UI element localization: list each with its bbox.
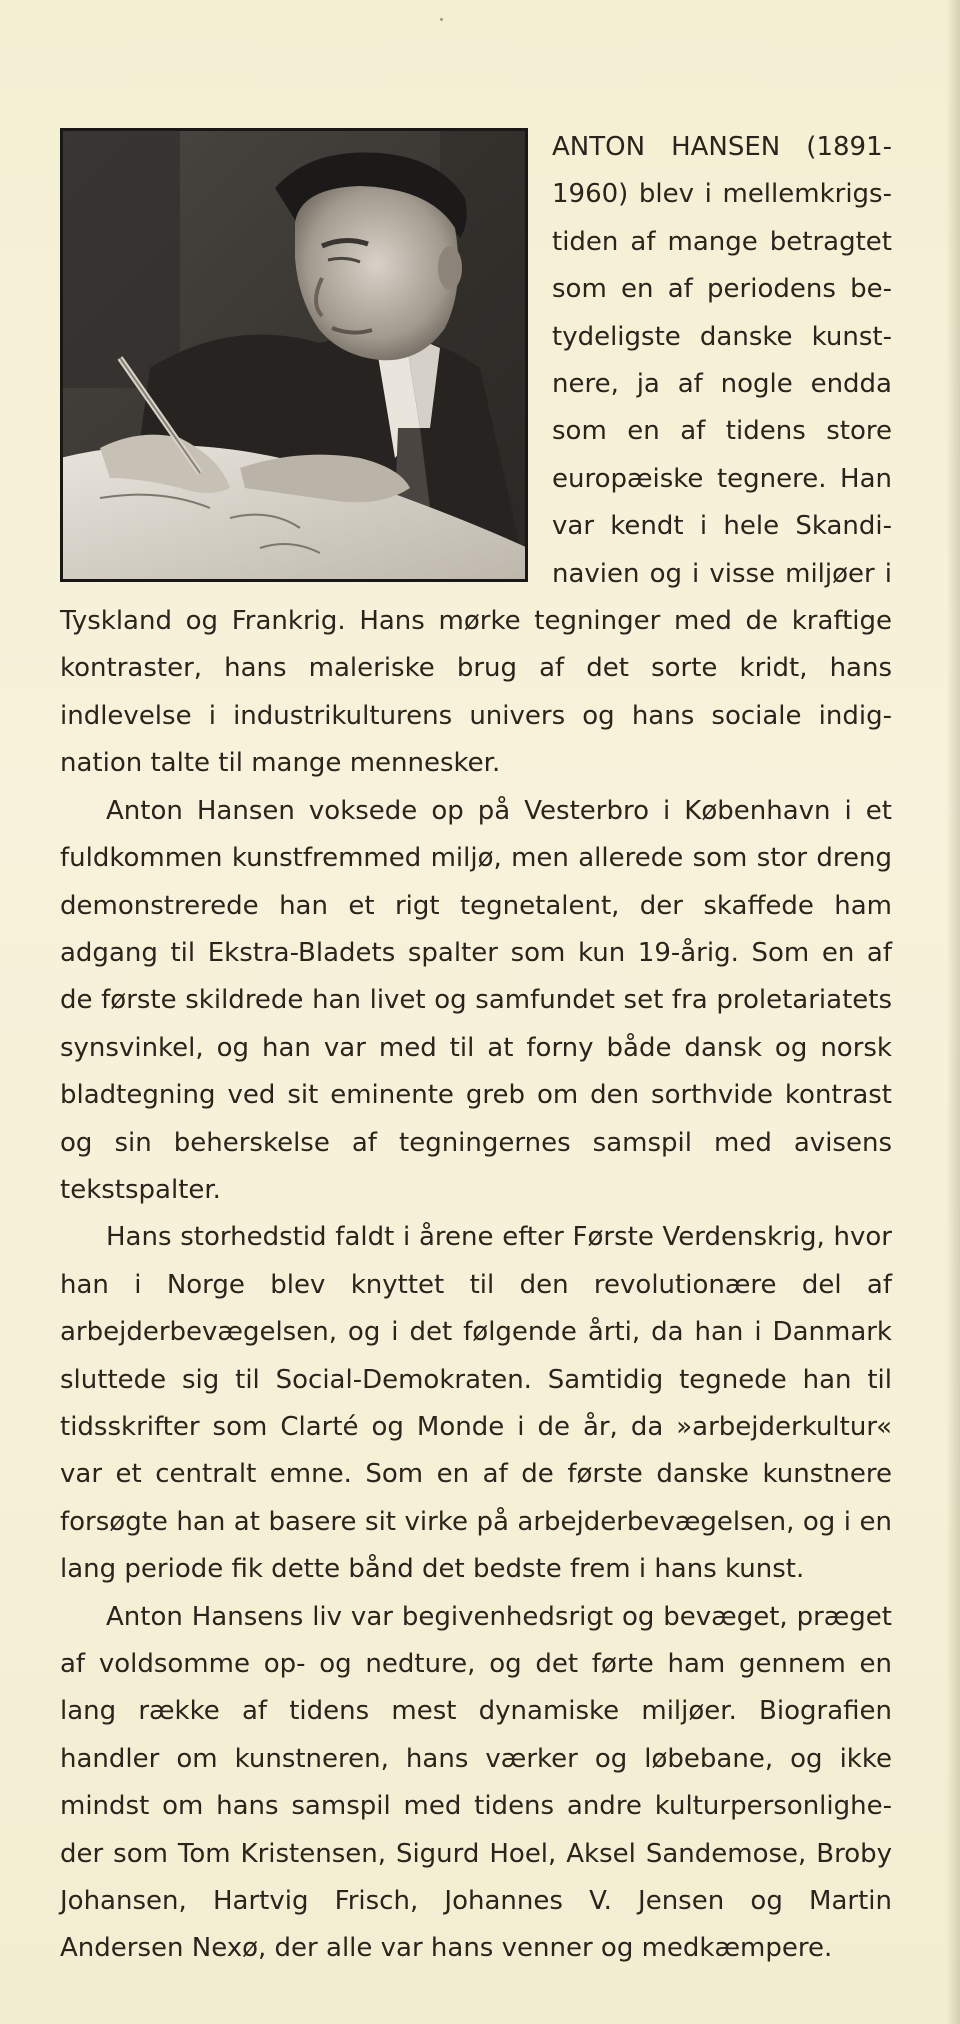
blurb-text [60, 124, 892, 1973]
paragraph-1: ANTON HANSEN (1891-1960) blev i mellemkrigstiden af mange betragtet som en af periodens betydeligste danske kunstnere, ja af nogle endda som en af tidens store europæiske tegnere. Han var kendt i hele Skandinavien og i visse miljøer i Tyskland og Frankrig. Hans mørke tegninger med de kraftige kontraster, hans maleriske brug af det sorte kridt, hans indlevelse i industrikulturens univers og hans sociale indignation talte til mange mennesker. [60, 132, 892, 779]
author-photo [60, 128, 528, 582]
portrait-image [60, 128, 528, 582]
paragraph-4: Anton Hansens liv var begivenhedsrigt og bevæget, præget af voldsomme op- og nedture, og det førte ham gennem en lang række af tidens mest dynamiske miljøer. Biografien handler om kunstneren, hans værker og løbebane, og ikke mindst om hans samspil med tidens andre kulturpersonligheder som Tom Kristensen, Sigurd Hoel, Aksel Sandemose, Broby Johansen, Hartvig Frisch, Johannes V. Jensen og Martin Andersen Nexø, der alle var hans venner og medkæmpere. [60, 1601, 892, 1964]
paper-speck [440, 18, 443, 21]
page-edge-shadow [946, 0, 960, 2024]
paragraph-2: Anton Hansen voksede op på Vesterbro i København i et fuldkommen kunstfremmed miljø, men allerede som stor dreng demonstrerede han et rigt tegnetalent, der skaffede ham adgang til Ekstra-Bladets spalter som kun 19-årig. Som en af de første skildrede han livet og samfundet set fra proletariatets synsvinkel, og han var med til at forny både dansk og norsk bladtegning ved sit eminente greb om den sorthvide kontrast og sin beherskelse af tegningernes samspil med avisens tekstspalter. [60, 795, 892, 1205]
paragraph-3: Hans storhedstid faldt i årene efter Første Verdenskrig, hvor han i Norge blev knyttet til den revolutionære del af arbejderbevægelsen, og i det følgende årti, da han i Danmark sluttede sig til Social-Demokraten. Samtidig tegnede han til tidsskrifter som Clarté og Monde i de år, da »arbejderkultur« var et centralt emne. Som en af de første danske kunstnere forsøgte han at basere sit virke på arbejderbevægelsen, og i en lang periode fik dette bånd det bedste frem i hans kunst. [60, 1222, 892, 1585]
